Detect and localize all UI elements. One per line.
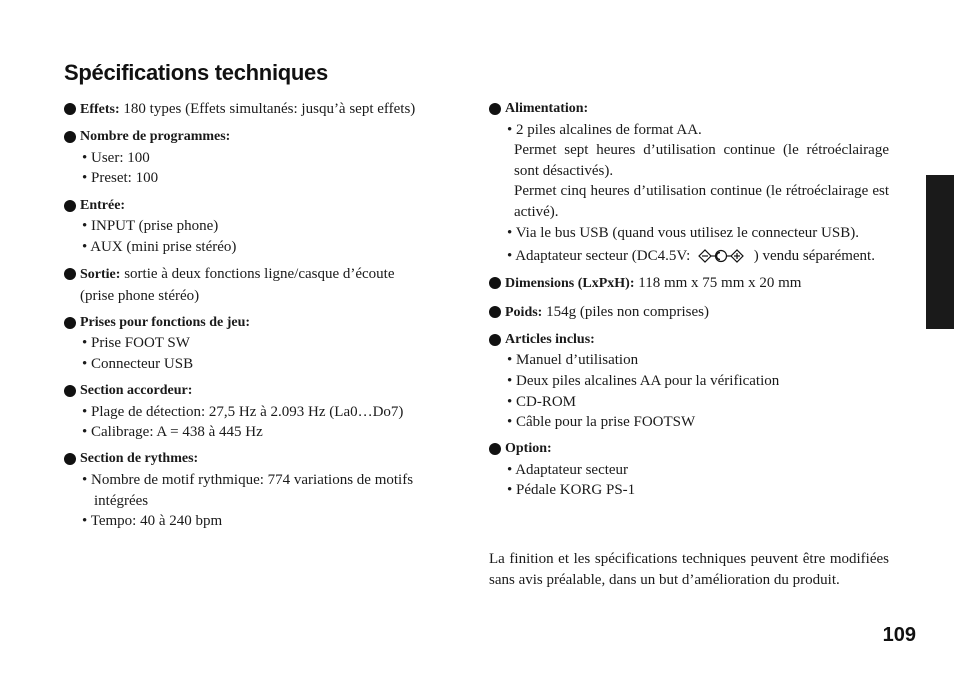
list-item: • Nombre de motif rythmique: 774 variations de motifs intégrées [82,470,466,511]
list-item: • Câble pour la prise FOOTSW [507,412,889,433]
spec-effets [64,99,466,121]
list-item: • 2 piles alcalines de format AA. [507,120,889,141]
list-item [507,246,889,267]
list-item: • User: 100 [82,148,466,169]
spec-prises [64,313,466,375]
spec-label: Sortie: [80,266,121,282]
spec-alimentation [489,99,889,267]
section-tab-marker [926,175,954,329]
bullet-icon [64,317,76,329]
page-number: 109 [882,624,916,646]
list-item: • AUX (mini prise stéréo) [82,237,466,258]
bullet-icon [64,131,76,143]
bullet-icon [64,453,76,465]
spec-label: Prises pour fonctions de jeu: [80,314,251,330]
disclaimer-note: La finition et les spécifications techniques peuvent être modifiées sans avis préalable, dans un but d’amélioration du produit. [489,551,889,588]
list-item: • Plage de détection: 27,5 Hz à 2.093 Hz (La0…Do7) [82,402,466,423]
list-item: • INPUT (prise phone) [82,216,466,237]
list-item: • Pédale KORG PS-1 [507,480,889,501]
specs-right-column [489,99,889,508]
spec-value: 180 types (Effets simultanés: jusqu’à sept effets) [123,101,416,117]
list-item: • Calibrage: A = 438 à 445 Hz [82,422,466,443]
spec-label: Option: [505,441,552,457]
list-item: • Preset: 100 [82,168,466,189]
spec-programmes [64,127,466,189]
list-item: • Connecteur USB [82,354,466,375]
spec-label: Dimensions (LxPxH): [505,276,635,292]
spec-label: Articles inclus: [505,331,595,347]
spec-value: 154g (piles non comprises) [546,303,709,320]
list-item: • CD-ROM [507,392,889,413]
list-item: • Deux piles alcalines AA pour la vérification [507,371,889,392]
spec-label: Alimentation: [505,101,589,116]
bullet-icon [489,306,501,318]
spec-label: Poids: [505,304,543,320]
list-item-text: Adaptateur secteur (DC4.5V: [515,248,691,265]
list-item-note: Permet cinq heures d’utilisation continue (le rétroéclairage est activé). [514,183,889,220]
bullet-icon [64,385,76,397]
spec-poids [489,302,889,324]
spec-dimensions [489,273,889,295]
spec-entree [64,196,466,258]
list-item-note: Permet sept heures d’utilisation continue (le rétroéclairage sont désactivés). [514,142,889,179]
spec-articles [489,330,889,433]
list-item: • Prise FOOT SW [82,333,466,354]
spec-rythmes [64,449,466,531]
spec-label: Nombre de programmes: [80,129,231,145]
bullet-icon [64,200,76,212]
dc-polarity-icon [698,249,746,263]
spec-label: Entrée: [80,197,126,213]
spec-label: Section accordeur: [80,383,193,399]
bullet-icon [64,103,76,115]
list-item: • Adaptateur secteur [507,460,889,481]
spec-accordeur [64,381,466,443]
specs-left-column [64,99,466,538]
spec-value: sortie à deux fonctions ligne/casque d’écoute [124,265,395,282]
bullet-icon [64,268,76,280]
spec-sortie [64,264,466,306]
spec-label: Section de rythmes: [80,451,199,467]
list-item: • Tempo: 40 à 240 bpm [82,511,466,532]
spec-option [489,439,889,501]
list-item: • Via le bus USB (quand vous utilisez le connecteur USB). [507,223,889,244]
bullet-icon [489,443,501,455]
bullet-icon [489,277,501,289]
list-item-text: ) vendu séparément. [753,248,875,265]
list-item: • Manuel d’utilisation [507,350,889,371]
bullet-icon [489,103,501,115]
spec-value: (prise phone stéréo) [80,287,200,304]
page-title: Spécifications techniques [64,60,328,85]
spec-label: Effets: [80,102,120,117]
spec-value: 118 mm x 75 mm x 20 mm [638,275,802,292]
bullet-icon [489,334,501,346]
